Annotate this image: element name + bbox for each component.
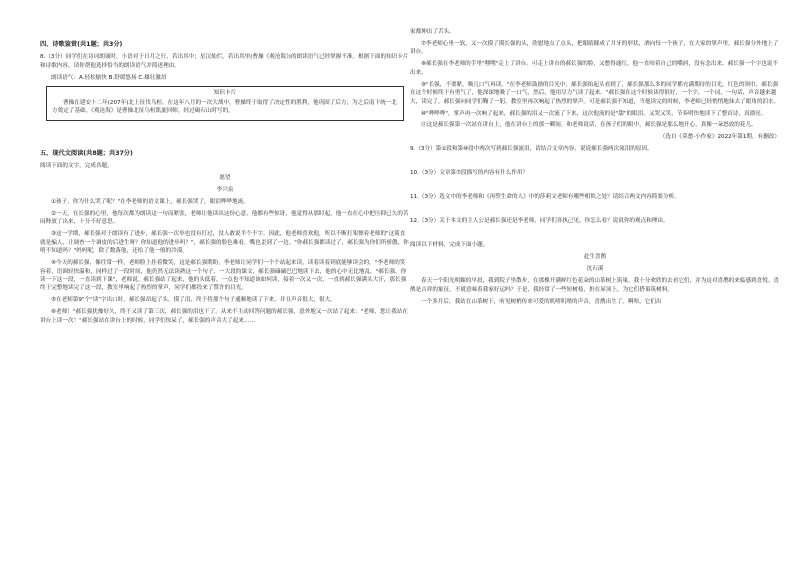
question-8: 8.（3分）同学们在诗词朗诵时，小语对于日月之行，若出其中；星汉灿烂，若出其里(曹操《观沧海》)的朗读语气已经掌握不准。根据下面的知识卡片和诗歌内容，请你帮他选择恰当的朗读语气并简述理由。 (40, 54, 409, 69)
paragraph-5: ⑤在老师第9"个"读"字出口时，郝长强昂起了头，摸了泪，终于将那个句子通顺地读了下来，并且声音很大，很大。 (51, 297, 336, 304)
left-column (40, 40, 410, 329)
question-8-options: 朗读语气：A.轻松愉快 B.舒缓悠扬 C.雄壮激昂 (51, 74, 167, 81)
article-author: 李兴泉 (216, 187, 234, 194)
article-source: （选自《莫愁·小作家》2022年第1期，有删改） (659, 134, 780, 141)
paragraph-1: ①孩子，你为什么哭了呢？"在李老师的语文课上，郝长强哭了，眼泪哗哗地流。 (51, 199, 249, 206)
paragraph-11: ⑪这是郝长强第一次站在讲台上，他在讲台上的那一瞬间，和老师说话，在孩子们的眼中，郝长强是那么地开心，真像一朵怒放的花儿。 (421, 122, 757, 129)
paragraph-8: ⑧郝长强在李老师的手里"嘿嘿"走上了讲台。可走上讲台的郝长强的脸，又憋得通红，他一直咬着自己的嘴唇，没有念出来，郝长强一个字也说不出来。 (410, 61, 778, 76)
paragraph-7: ⑦李老师心里一软，又一次摸了摸长强的头，欣慰地点了点头，把眼睛眯成了月牙的形状，酒向每一个孩子，在大家的掌声里，郝长强分外地上了讲台。 (410, 40, 779, 56)
paragraph-6: ⑥老师！"郝长强犹豫好久，终于又读了第三次，郝长强的泪也干了。从来不主动回答问题的郝长强，意外地又一次站了起来："老师，您让我站在讲台上读一次！"郝长强站在讲台上的时候，同学们惊呆了，郝长强的声音大了起来…… (40, 309, 408, 324)
article2-author: 沈石溪 (586, 266, 604, 273)
section4-title: 四、诗歌鉴赏(共1题；共3分) (40, 41, 123, 48)
reading-intro-2: 阅读以下材料，完成下面小题。 (410, 242, 489, 249)
article2-title: 赶生喜鹊 (583, 254, 607, 261)
article2-paragraph-1: 春天一个阳光明媚的早晨，我到院子里散步，在那棵开满鲜红色花朵的山茶树上筑巢。我十分欢欣的去看它们，并为这对喜鹊的来临感到喜悦。喜鹊是吉祥的象征，不就意味着我家好运吗？于是，我经常了一些短树枝，扔在屋顶上，为它们搭巢筑树料。 (410, 278, 780, 293)
paragraph-10: ⑩"哗哗哗"，掌声再一次响了起来，郝长强的泪又一次流了下来，这次他流的是"甜"的眼泪，又哭又笑，节奏明快地读下了整首诗，真漂亮。 (421, 110, 767, 117)
knowledge-card-title: 知识卡片 (213, 89, 237, 96)
knowledge-card (46, 86, 404, 121)
paragraph-9: ⑨"长强，不要紧，吸几口气再读。"在李老师鼓励的目光中，郝长强抬起头看到了，郝长强那么多的同学都充满期待的目光，红色的领巾，郝长强在这个时候终于有勇气了，他深深地吸了一口气，然后，他用尽力气读了起来。"郝长强在这个时候读得很好，一个字，一个词，一句话，声音越来越大，读完了，郝长强向同学们鞠了一躬，教室里再次响起了热烈的掌声。可是郝长强不知道，当他读完的时候，李老师已经悄悄地抹去了眼角的泪水。 (410, 81, 780, 105)
paragraph-4: ④今天的郝长强，像往常一样，老师脸上挂着微笑，这是郝长强期盼，李老师让同学们一个个站起来读，读着读着到底能够读会的。"李老师的笑容着，语调轻快温和，同样过了一段时间，他仍然无法读熟这一个句子，一大段的课文，郝长强磕磕巴巴地读下去，他的心中无比地乱，"郝长强，你读一下这一段，一直读到下课"，老师说。郝长强站了起来，他的头低着，一点也不知道该如何读，接着一次又一次，一直到郝长强满头大汗，那长强终于完整地读完了这一段，教室里响起了热烈的掌声，同学们都投来了赞许的目光。 (40, 260, 407, 292)
paragraph-3: ③这一学期，郝长强对于朗读有了进步，郝长强一次举也没有打过，没人敢说半个不字。因此，他老师喜欢他，所以不断打架擦着老师的"这简直就是骗人，让调查一个调皮的后进生呀？你知道他的进步吗？"，郝长强的脸色难看，嘴也歪到了一边。"你郝长强都读过了，郝长强为你们所骄傲，你明不知道吗？"妈妈呢，除了数落他，还给了他一般的冷漠。 (40, 231, 409, 255)
knowledge-card-text: 曹操在建安十二年(207年)北上征伐乌桓。在这年八月的一次大战中，曹操终于取得了决定性的胜利，他巩固了后方，为之后南下统一北方奠定了基础。《观沧海》是曹操北征乌桓凯旋回师，经过碣石山时写的。 (52, 100, 397, 115)
right-column (410, 28, 780, 310)
question-10: 10.（3分）文章第⑦段描写的内容有什么作用？ (410, 170, 529, 177)
question-12: 12.（3分）关于本文的主人公是郝长强还是李老师，同学们各执己见，你怎么看？说说你的观点和理由。 (410, 218, 669, 225)
question-11: 11.（3分）选文中的李老师和《再塑生命的人》中的莎莉文老师有哪些相似之处？请结合两文内容简要分析。 (410, 194, 680, 201)
article-title: 愿望 (219, 175, 231, 182)
paragraph-2: ②一天，在长强的心里，他每次都为朗读这一句而紧张，老师让他读出这份心意，他都有些惊讶，他觉得从那时起，他一直在心中把压抑已久的苦闷释放了出来，十分不好意思。 (40, 211, 409, 226)
article2-paragraph-2: 一个多月后，我站在山茶树下，听见树梢传来可爱的叽喳叽喳的声音，喜鹊出生了。啊哈，它们出 (421, 298, 662, 305)
continued-line: 家都伸出了舌头。 (410, 29, 455, 35)
question-9: 9.（3分）第①段和第⑩段中两次写到郝长强流泪，请结合文章内容，说说郝长强两次流泪的原因。 (410, 146, 653, 153)
section5-title: 五、现代文阅读(共8题；共37分) (40, 149, 133, 157)
reading-intro: 阅读下面的文字，完成各题。 (40, 163, 113, 170)
